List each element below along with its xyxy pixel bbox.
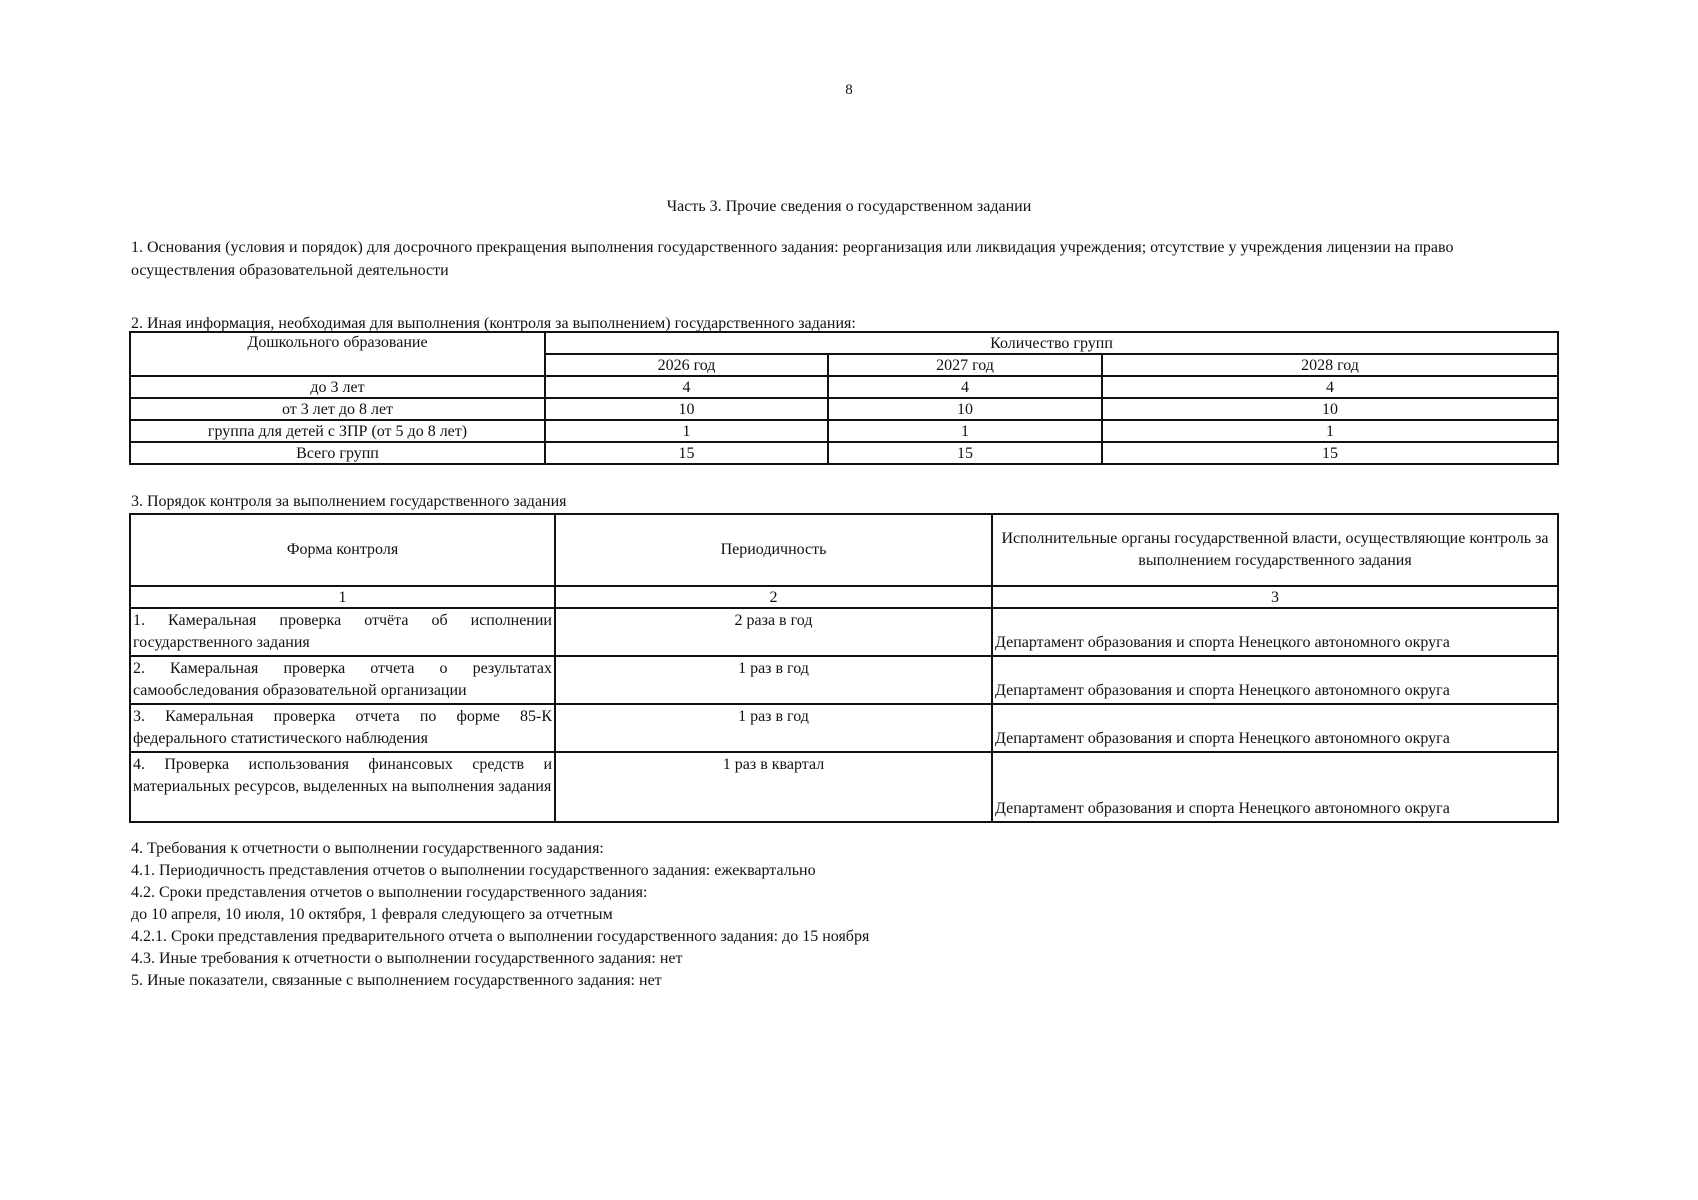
control-form: 3. Камеральная проверка отчета по форме 85-К федерального статистического наблюдения (130, 704, 555, 752)
control-form: 1. Камеральная проверка отчёта об исполнении государственного задания (130, 608, 555, 656)
year-header: 2028 год (1102, 354, 1558, 376)
groups-table (129, 331, 1559, 465)
row-label: от 3 лет до 8 лет (130, 398, 545, 420)
cell-value: 10 (545, 398, 828, 420)
requirement-line: 4.2. Сроки представления отчетов о выполнении государственного задания: (131, 884, 648, 901)
requirement-line: 4.1. Периодичность представления отчетов о выполнении государственного задания: ежеквартально (131, 862, 816, 879)
control-header-row (130, 514, 1558, 586)
table-row (130, 420, 1558, 442)
control-org: Департамент образования и спорта Ненецкого автономного округа (992, 752, 1558, 822)
cell-value: 4 (1102, 376, 1558, 398)
cell-value: 10 (1102, 398, 1558, 420)
cell-value: 1 (545, 420, 828, 442)
groups-count-header: Количество групп (545, 332, 1558, 354)
cell-value: 1 (1102, 420, 1558, 442)
table-row (130, 398, 1558, 420)
control-procedure-heading: 3. Порядок контроля за выполнением государственного задания (131, 493, 567, 510)
year-header: 2026 год (545, 354, 828, 376)
control-form: 4. Проверка использования финансовых средств и материальных ресурсов, выделенных на выполнения задания (130, 752, 555, 822)
control-period: 2 раза в год (555, 608, 992, 656)
column-number: 3 (992, 586, 1558, 608)
row-label: группа для детей с ЗПР (от 5 до 8 лет) (130, 420, 545, 442)
control-form-header: Форма контроля (130, 514, 555, 586)
control-period: 1 раз в год (555, 704, 992, 752)
control-org: Департамент образования и спорта Ненецкого автономного округа (992, 608, 1558, 656)
control-period-header: Периодичность (555, 514, 992, 586)
control-org: Департамент образования и спорта Ненецкого автономного округа (992, 656, 1558, 704)
other-info-heading: 2. Иная информация, необходимая для выполнения (контроля за выполнением) государственного задания: (131, 315, 856, 332)
requirement-line: 4.2.1. Сроки представления предварительного отчета о выполнении государственного задания: до 15 ноября (131, 928, 870, 945)
cell-value: 4 (828, 376, 1102, 398)
cell-value: 1 (828, 420, 1102, 442)
page-number: 8 (845, 82, 853, 98)
termination-grounds-text: 1. Основания (условия и порядок) для досрочного прекращения выполнения государственного задания: реорганизация или ликвидация учреждения; отсутствие у учреждения лицензии на право осуществления образовательной деятельности (131, 239, 1454, 279)
control-number-row (130, 586, 1558, 608)
row-label: Всего групп (130, 442, 545, 464)
requirement-line: 4. Требования к отчетности о выполнении государственного задания: (131, 840, 604, 857)
control-period: 1 раз в квартал (555, 752, 992, 822)
control-table (129, 513, 1559, 823)
requirement-line: до 10 апреля, 10 июля, 10 октября, 1 февраля следующего за отчетным (131, 906, 613, 923)
control-form: 2. Камеральная проверка отчета о результатах самообследования образовательной организации (130, 656, 555, 704)
control-org-header: Исполнительные органы государственной власти, осуществляющие контроль за выполнением государственного задания (992, 514, 1558, 586)
cell-value: 15 (545, 442, 828, 464)
section-title: Часть 3. Прочие сведения о государственном задании (666, 198, 1032, 215)
table-row (130, 608, 1558, 656)
table-row-total (130, 442, 1558, 464)
reporting-requirements (131, 838, 1531, 992)
control-period: 1 раз в год (555, 656, 992, 704)
table-row (130, 376, 1558, 398)
year-header: 2027 год (828, 354, 1102, 376)
cell-value: 10 (828, 398, 1102, 420)
cell-value: 15 (1102, 442, 1558, 464)
requirement-line: 5. Иные показатели, связанные с выполнением государственного задания: нет (131, 972, 662, 989)
table-row (130, 656, 1558, 704)
cell-value: 4 (545, 376, 828, 398)
column-number: 2 (555, 586, 992, 608)
control-org: Департамент образования и спорта Ненецкого автономного округа (992, 704, 1558, 752)
cell-value: 15 (828, 442, 1102, 464)
table-row (130, 752, 1558, 822)
groups-header-row (130, 332, 1558, 354)
row-label: до 3 лет (130, 376, 545, 398)
groups-col-header: Дошкольного образование (130, 332, 545, 376)
column-number: 1 (130, 586, 555, 608)
table-row (130, 704, 1558, 752)
requirement-line: 4.3. Иные требования к отчетности о выполнении государственного задания: нет (131, 950, 683, 967)
